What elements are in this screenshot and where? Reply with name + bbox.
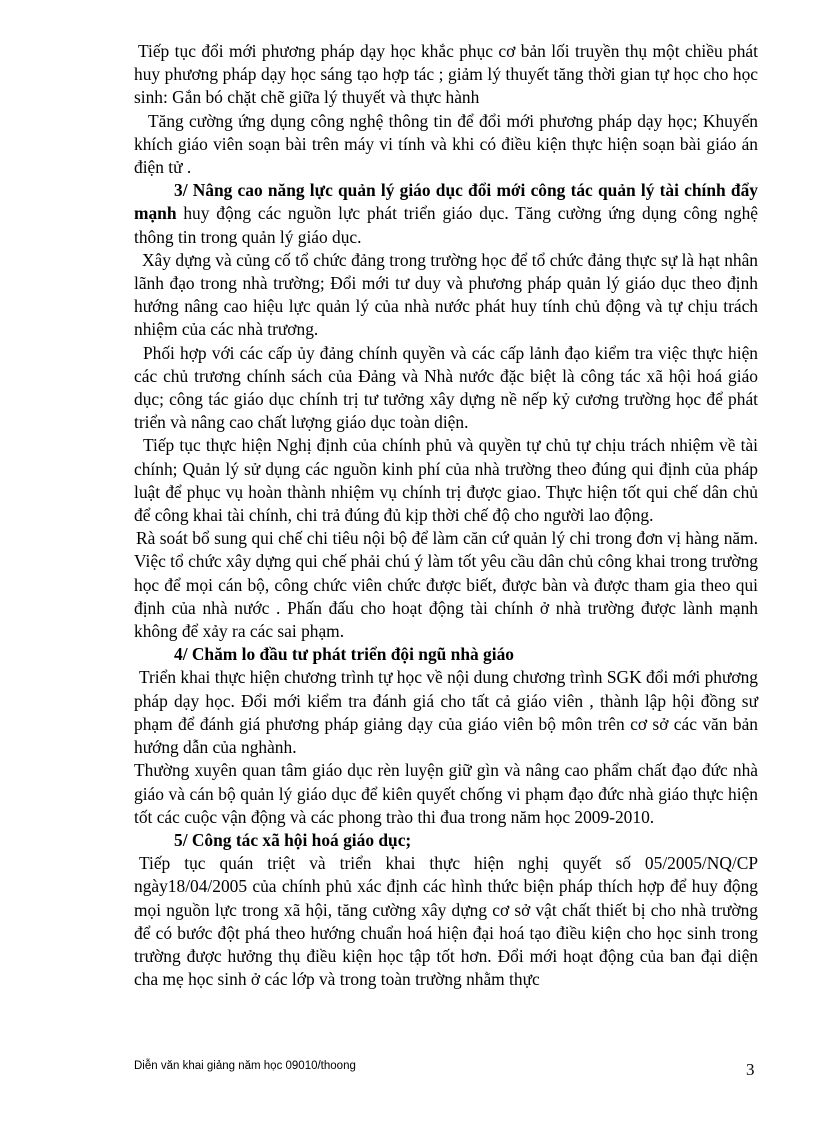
paragraph: Triển khai thực hiện chương trình tự học về nội dung chương trình SGK đổi mới phương pháp dạy học. Đổi mới kiểm tra đánh giá cho tất cả giáo viên , thành lập hội đồng sư phạm để đánh giá phương pháp giảng dạy của giáo viên bộ môn trên cơ sở các văn bản hướng dẫn của nghành. [134,667,758,758]
section-3-paragraph [134,179,758,249]
paragraph: Phối hợp với các cấp ủy đảng chính quyền và các cấp lảnh đạo kiểm tra việc thực hiện các chủ trương chính sách của Đảng và Nhà nước đặc biệt là công tác xã hội hoá giáo dục; công tác giáo dục chính trị tư tưởng xây dựng nề nếp kỷ cương trường học để phát triển và nâng cao chất lượng giáo dục toàn diện. [134,342,758,433]
paragraph: Tiếp tục thực hiện Nghị định của chính phủ và quyền tự chủ tự chịu trách nhiệm về tài chính; Quản lý sử dụng các nguồn kinh phí của nhà trường theo đúng qui định của pháp luật để phục vụ hoàn thành nhiệm vụ chính trị được giao. Thực hiện tốt qui chế dân chủ để công khai tài chính, chi trả đúng đủ kịp thời chế độ cho người lao động. [134,435,758,526]
paragraph: Tiếp tục quán triệt và triển khai thực hiện nghị quyết số 05/2005/NQ/CP ngày18/04/2005 của chính phủ xác định các hình thức biện pháp thích hợp để huy động mọi nguồn lực trong xã hội, tăng cường xây dựng cơ sở vật chất thiết bị cho nhà trường để có bước đột phá theo hướng chuẩn hoá hiện đại hoá tạo điều kiện cho học sinh trong trường được hưởng thụ điều kiện học tập tốt hơn. Đổi mới hoạt động của ban đại diện cha mẹ học sinh ở các lớp và trong toàn trường nhằm thực [134,853,758,990]
page-number: 3 [746,1060,755,1079]
section-3-heading: 3/ Nâng cao năng lực quản lý giáo dục đổi mới công tác quản lý tài chính đẩy mạnh [134,180,758,224]
section-4-heading: 4/ Chăm lo đầu tư phát triển đội ngũ nhà giáo [174,644,514,665]
footer-text: Diễn văn khai giảng năm học 09010/thoong [134,1060,356,1072]
paragraph: Xây dựng và củng cố tổ chức đảng trong trường học để tổ chức đảng thực sự là hạt nhân lãnh đạo trong nhà trường; Đổi mới tư duy và phương pháp quản lý giáo dục theo định hướng nâng cao hiệu lực quản lý của nhà nước phát huy tính chủ động và tự chịu trách nhiệm của các nhà trương. [134,249,758,340]
paragraph: Tiếp tục đổi mới phương pháp dạy học khắc phục cơ bản lối truyền thụ một chiều phát huy phương pháp dạy học sáng tạo hợp tác ; giảm lý thuyết tăng thời gian tự học cho học sinh: Gắn bó chặt chẽ giữa lý thuyết và thực hành [134,41,758,108]
section-5-heading: 5/ Công tác xã hội hoá giáo dục; [174,829,412,850]
section-3-text: huy động các nguồn lực phát triển giáo dục. Tăng cường ứng dụng công nghệ thông tin trong quản lý giáo dục. [134,203,758,247]
paragraph: Rà soát bổ sung qui chế chi tiêu nội bộ để làm căn cứ quản lý chi trong đơn vị hàng năm. Việc tổ chức xây dựng qui chế phải chú ý làm tốt yêu cầu dân chủ công khai trong trường học để mọi cán bộ, công chức viên chức được biết, được bàn và được tham gia theo qui định của nhà nước . Phấn đấu cho hoạt động tài chính ở nhà trường được lành mạnh không để xảy ra các sai phạm. [134,528,758,642]
document-body [134,40,758,991]
paragraph: Thường xuyên quan tâm giáo dục rèn luyện giữ gìn và nâng cao phẩm chất đạo đức nhà giáo và cán bộ quản lý giáo dục để kiên quyết chống vi phạm đạo đức nhà giáo thực hiện tốt các cuộc vận động và các phong trào thi đua trong năm học 2009-2010. [134,760,758,827]
paragraph: Tăng cường ứng dụng công nghệ thông tin để đổi mới phương pháp dạy học; Khuyến khích giáo viên soạn bài trên máy vi tính và khi có điều kiện thực hiện soạn bài giáo án điện tử . [134,110,758,178]
